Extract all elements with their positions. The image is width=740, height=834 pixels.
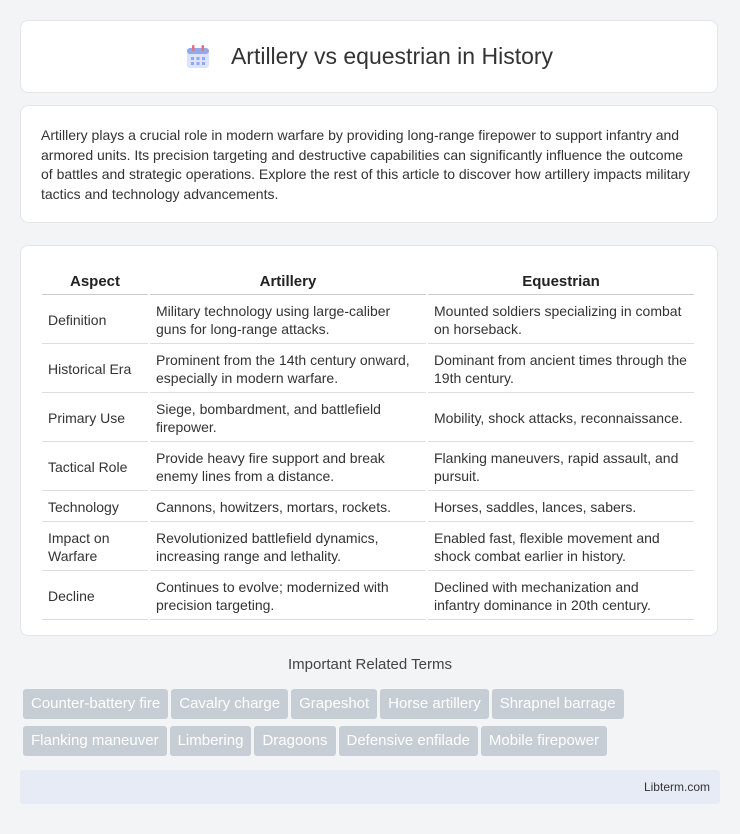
cell-artillery: Continues to evolve; modernized with precision targeting. bbox=[150, 573, 426, 620]
calendar-icon bbox=[185, 44, 211, 70]
header-aspect: Aspect bbox=[42, 268, 148, 295]
header-card bbox=[20, 20, 718, 93]
intro-card bbox=[20, 105, 718, 223]
table-header-row bbox=[42, 268, 694, 295]
cell-equestrian: Mobility, shock attacks, reconnaissance. bbox=[428, 395, 694, 442]
related-terms-title: Important Related Terms bbox=[288, 656, 452, 673]
cell-equestrian: Enabled fast, flexible movement and shock combat earlier in history. bbox=[428, 524, 694, 571]
cell-aspect: Tactical Role bbox=[42, 444, 148, 491]
cell-artillery: Revolutionized battlefield dynamics, increasing range and lethality. bbox=[150, 524, 426, 571]
intro-text: Artillery plays a crucial role in modern warfare by providing long-range firepower to support infantry and armored units. Its precision targeting and destructive capabilities can significantly influence the outcome of battles and strategic operations. Explore the rest of this article to discover how artillery impacts military tactics and technology advancements. bbox=[41, 127, 690, 202]
cell-aspect: Historical Era bbox=[42, 346, 148, 393]
cell-artillery: Cannons, howitzers, mortars, rockets. bbox=[150, 493, 426, 522]
table-row bbox=[42, 573, 694, 620]
cell-artillery: Siege, bombardment, and battlefield firepower. bbox=[150, 395, 426, 442]
cell-equestrian: Flanking maneuvers, rapid assault, and pursuit. bbox=[428, 444, 694, 491]
term-tag[interactable]: Dragoons bbox=[254, 726, 335, 756]
term-tag[interactable]: Counter-battery fire bbox=[23, 689, 168, 719]
table-row bbox=[42, 346, 694, 393]
cell-aspect: Primary Use bbox=[42, 395, 148, 442]
cell-equestrian: Mounted soldiers specializing in combat on horseback. bbox=[428, 297, 694, 344]
term-tag[interactable]: Limbering bbox=[170, 726, 252, 756]
header-equestrian: Equestrian bbox=[428, 268, 694, 295]
cell-aspect: Definition bbox=[42, 297, 148, 344]
related-terms-list bbox=[23, 689, 723, 763]
cell-equestrian: Horses, saddles, lances, sabers. bbox=[428, 493, 694, 522]
comparison-table bbox=[40, 266, 696, 622]
cell-aspect: Decline bbox=[42, 573, 148, 620]
table-row bbox=[42, 444, 694, 491]
cell-aspect: Impact on Warfare bbox=[42, 524, 148, 571]
table-row bbox=[42, 524, 694, 571]
table-row bbox=[42, 493, 694, 522]
term-tag[interactable]: Mobile firepower bbox=[481, 726, 607, 756]
cell-aspect: Technology bbox=[42, 493, 148, 522]
cell-equestrian: Dominant from ancient times through the 19th century. bbox=[428, 346, 694, 393]
term-tag[interactable]: Grapeshot bbox=[291, 689, 377, 719]
cell-artillery: Provide heavy fire support and break enemy lines from a distance. bbox=[150, 444, 426, 491]
table-row bbox=[42, 395, 694, 442]
comparison-card bbox=[20, 245, 718, 636]
term-tag[interactable]: Cavalry charge bbox=[171, 689, 288, 719]
table-row bbox=[42, 297, 694, 344]
term-tag[interactable]: Defensive enfilade bbox=[339, 726, 478, 756]
cell-artillery: Military technology using large-caliber guns for long-range attacks. bbox=[150, 297, 426, 344]
header-artillery: Artillery bbox=[150, 268, 426, 295]
term-tag[interactable]: Shrapnel barrage bbox=[492, 689, 624, 719]
term-tag[interactable]: Horse artillery bbox=[380, 689, 489, 719]
footer-link[interactable]: Libterm.com bbox=[643, 780, 710, 794]
footer bbox=[20, 770, 720, 804]
cell-equestrian: Declined with mechanization and infantry dominance in 20th century. bbox=[428, 573, 694, 620]
cell-artillery: Prominent from the 14th century onward, especially in modern warfare. bbox=[150, 346, 426, 393]
term-tag[interactable]: Flanking maneuver bbox=[23, 726, 167, 756]
page-title: Artillery vs equestrian in History bbox=[230, 43, 554, 69]
